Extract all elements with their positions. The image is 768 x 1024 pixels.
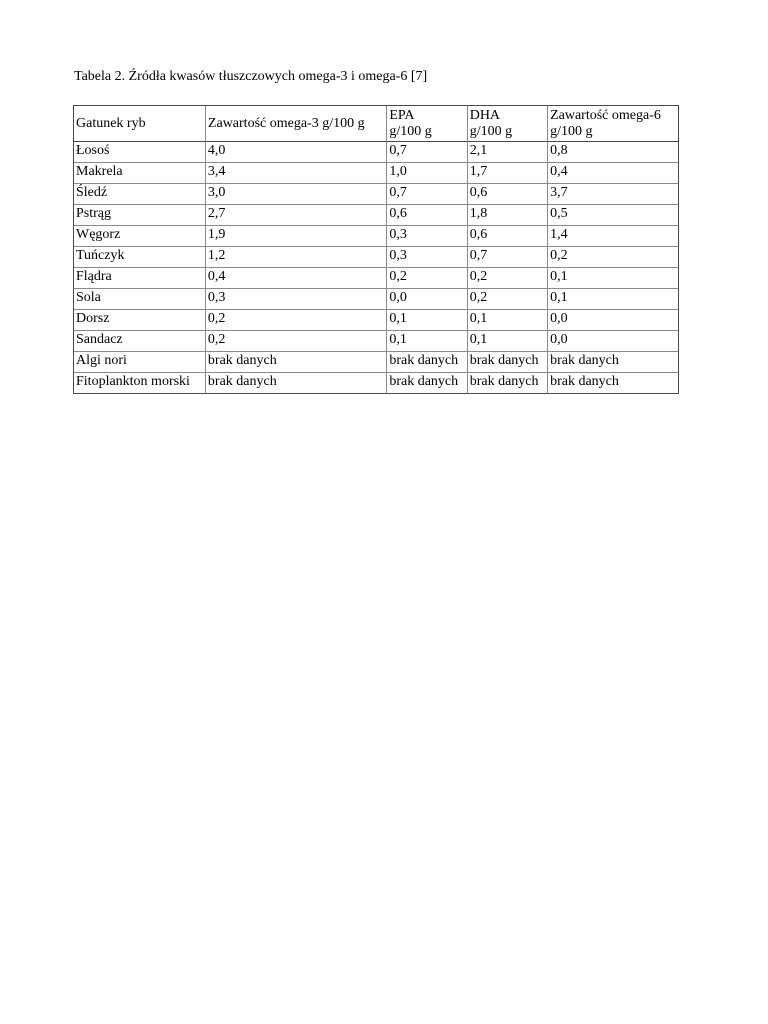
omega6-cell: 0,4: [548, 163, 679, 184]
dha-cell: 1,8: [468, 205, 548, 226]
epa-cell: 0,7: [387, 184, 467, 205]
dha-cell: 0,2: [468, 289, 548, 310]
omega6-cell: 0,0: [548, 310, 679, 331]
dha-cell: 0,6: [468, 226, 548, 247]
omega3-cell: 0,2: [206, 331, 387, 352]
species-cell: Dorsz: [74, 310, 206, 331]
omega6-cell: 0,0: [548, 331, 679, 352]
dha-cell: 0,1: [468, 331, 548, 352]
table-row: [74, 331, 679, 352]
species-cell: Sola: [74, 289, 206, 310]
dha-cell: 1,7: [468, 163, 548, 184]
omega3-cell: 3,0: [206, 184, 387, 205]
omega3-cell: 1,9: [206, 226, 387, 247]
table-row: [74, 142, 679, 163]
table-row: [74, 247, 679, 268]
table-body: [74, 142, 679, 394]
species-cell: Algi nori: [74, 352, 206, 373]
species-cell: Łosoś: [74, 142, 206, 163]
header-omega3: [206, 106, 387, 142]
omega6-cell: brak danych: [548, 352, 679, 373]
omega3-cell: 4,0: [206, 142, 387, 163]
epa-cell: 0,2: [387, 268, 467, 289]
header-omega6-label: Zawartość omega-6: [550, 107, 661, 123]
table-caption: Tabela 2. Źródła kwasów tłuszczowych omega-3 i omega-6 [7]: [74, 69, 428, 84]
table-row: [74, 289, 679, 310]
species-cell: Śledź: [74, 184, 206, 205]
dha-cell: 0,1: [468, 310, 548, 331]
header-epa-label: EPA: [389, 107, 415, 123]
omega6-cell: 3,7: [548, 184, 679, 205]
header-epa: [387, 106, 467, 142]
dha-cell: brak danych: [468, 373, 548, 394]
epa-cell: brak danych: [387, 352, 467, 373]
table-row: [74, 268, 679, 289]
table-header-row: [74, 106, 679, 142]
dha-cell: 0,7: [468, 247, 548, 268]
dha-cell: 0,2: [468, 268, 548, 289]
header-omega6: [548, 106, 679, 142]
omega6-cell: 1,4: [548, 226, 679, 247]
epa-cell: 0,6: [387, 205, 467, 226]
dha-cell: 0,6: [468, 184, 548, 205]
header-omega3-label: Zawartość omega-3 g/100 g: [207, 115, 365, 131]
header-dha-unit: g/100 g: [469, 123, 513, 139]
omega3-cell: 3,4: [206, 163, 387, 184]
omega3-cell: 2,7: [206, 205, 387, 226]
table-row: [74, 310, 679, 331]
table-row: [74, 352, 679, 373]
table-row: [74, 226, 679, 247]
dha-cell: brak danych: [468, 352, 548, 373]
epa-cell: 0,3: [387, 247, 467, 268]
table-row: [74, 184, 679, 205]
omega6-cell: 0,2: [548, 247, 679, 268]
omega3-cell: brak danych: [206, 373, 387, 394]
omega3-cell: 0,4: [206, 268, 387, 289]
header-species-label: Gatunek ryb: [76, 115, 146, 131]
omega3-cell: 0,2: [206, 310, 387, 331]
table-row: [74, 373, 679, 394]
omega6-cell: brak danych: [548, 373, 679, 394]
species-cell: Fitoplankton morski: [74, 373, 206, 394]
omega6-cell: 0,5: [548, 205, 679, 226]
epa-cell: 0,7: [387, 142, 467, 163]
header-omega6-unit: g/100 g: [550, 123, 593, 139]
epa-cell: brak danych: [387, 373, 467, 394]
species-cell: Pstrąg: [74, 205, 206, 226]
epa-cell: 0,1: [387, 331, 467, 352]
species-cell: Tuńczyk: [74, 247, 206, 268]
epa-cell: 1,0: [387, 163, 467, 184]
omega3-cell: 1,2: [206, 247, 387, 268]
epa-cell: 0,3: [387, 226, 467, 247]
dha-cell: 2,1: [468, 142, 548, 163]
omega6-cell: 0,8: [548, 142, 679, 163]
species-cell: Węgorz: [74, 226, 206, 247]
omega3-cell: 0,3: [206, 289, 387, 310]
epa-cell: 0,0: [387, 289, 467, 310]
omega6-cell: 0,1: [548, 289, 679, 310]
fatty-acids-table: [73, 105, 679, 394]
header-dha-label: DHA: [469, 107, 501, 123]
species-cell: Makrela: [74, 163, 206, 184]
header-species: [74, 106, 206, 142]
species-cell: Sandacz: [74, 331, 206, 352]
epa-cell: 0,1: [387, 310, 467, 331]
omega3-cell: brak danych: [206, 352, 387, 373]
header-dha: [468, 106, 548, 142]
species-cell: Flądra: [74, 268, 206, 289]
omega6-cell: 0,1: [548, 268, 679, 289]
header-epa-unit: g/100 g: [389, 123, 432, 139]
table-row: [74, 205, 679, 226]
table-row: [74, 163, 679, 184]
